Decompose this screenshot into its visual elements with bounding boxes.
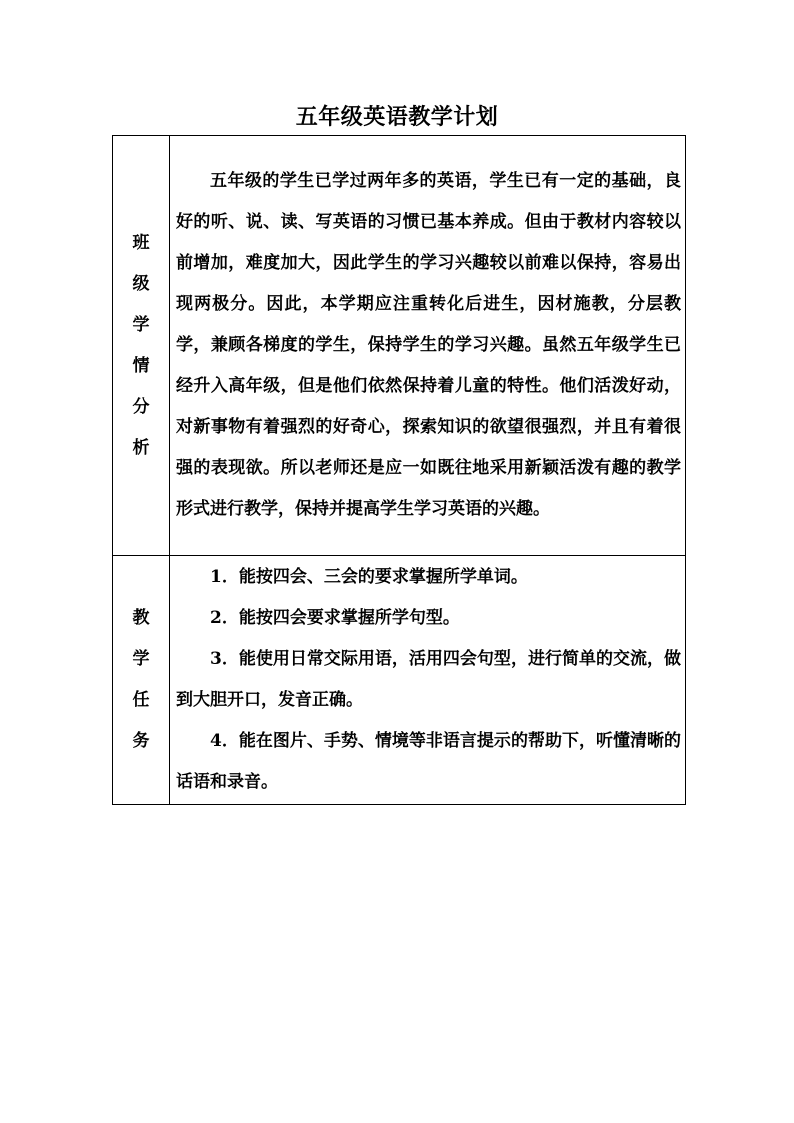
label-char: 务 xyxy=(132,731,150,751)
label-char: 分 xyxy=(132,396,150,417)
class-analysis-content xyxy=(170,136,686,556)
class-analysis-paragraph: 五年级的学生已学过两年多的英语，学生已有一定的基础，良好的听、说、读、写英语的习惯已基本养成。但由于教材内容较以前增加，难度加大，因此学生的学习兴趣较以前难以保持，容易出现两极分。因此，本学期应注重转化后进生，因材施教，分层教学，兼顾各梯度的学生，保持学生的学习兴趣。虽然五年级学生已经升入高年级，但是他们依然保持着儿童的特性。他们活泼好动，对新事物有着强烈的好奇心，探索知识的欲望很强烈，并且有着很强的表现欲。所以老师还是应一如既往地采用新颖活泼有趣的教学形式进行教学，保持并提高学生学习英语的兴趣。 xyxy=(176,171,681,519)
row-label-teaching-tasks xyxy=(113,556,170,805)
task-item: 2．能按四会要求掌握所学句型。 xyxy=(210,608,460,628)
label-char: 析 xyxy=(132,437,150,458)
page-title: 五年级英语教学计划 xyxy=(295,104,499,130)
teaching-tasks-content xyxy=(170,556,686,805)
label-char: 任 xyxy=(132,690,150,710)
task-item: 3．能使用日常交际用语，活用四会句型，进行简单的交流，做到大胆开口，发音正确。 xyxy=(176,649,681,710)
label-char: 情 xyxy=(132,355,150,376)
row-label-class-analysis xyxy=(113,136,170,556)
label-char: 级 xyxy=(132,273,150,294)
label-char: 教 xyxy=(132,608,150,628)
plan-table xyxy=(112,135,686,805)
task-item: 1．能按四会、三会的要求掌握所学单词。 xyxy=(210,567,528,587)
label-char: 班 xyxy=(132,232,150,253)
table-row-teaching-tasks xyxy=(113,556,686,805)
label-char: 学 xyxy=(132,649,150,669)
label-char: 学 xyxy=(132,314,150,335)
task-item: 4．能在图片、手势、情境等非语言提示的帮助下，听懂清晰的话语和录音。 xyxy=(176,731,681,792)
table-row-class-analysis xyxy=(113,136,686,556)
